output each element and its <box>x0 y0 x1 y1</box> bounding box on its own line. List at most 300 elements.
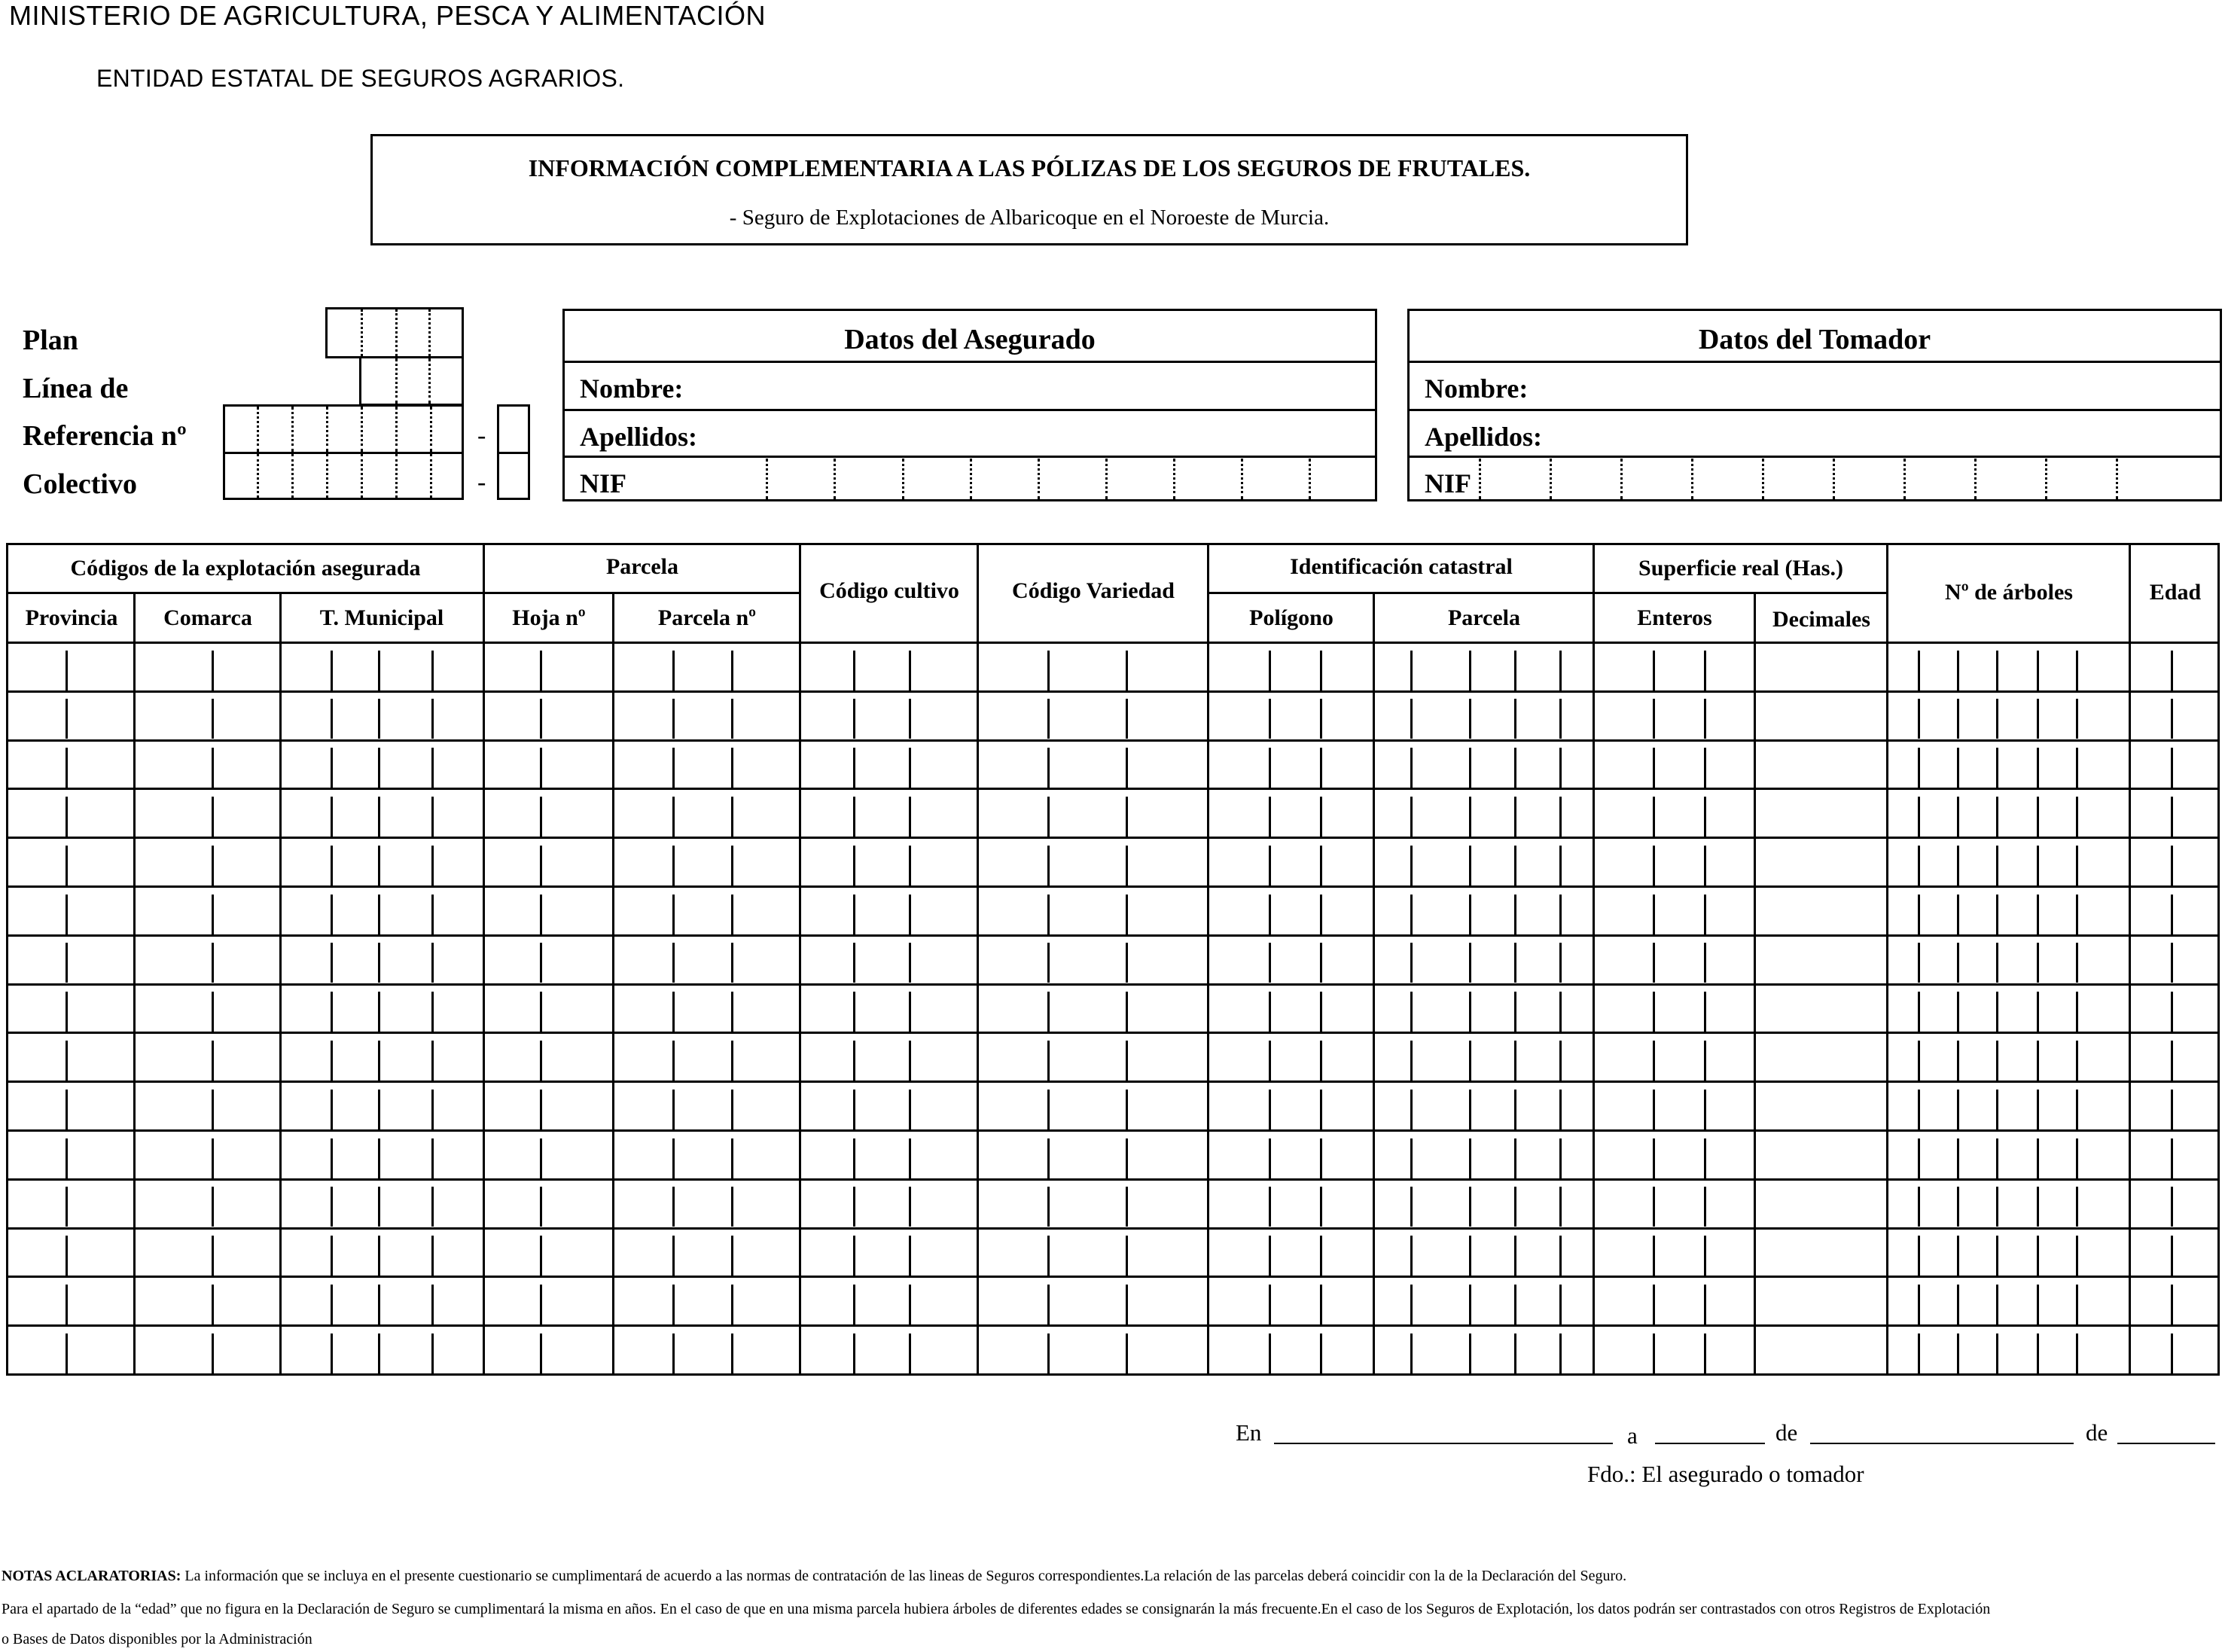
header-divider <box>1209 592 1594 594</box>
digit-tick <box>540 1187 542 1227</box>
notes-text-1: La información que se incluya en el presente cuestionario se cumplimentará de acuerdo a las normas de contratación de las lineas de Seguros correspondientes.La relación de las parcelas deberá coincidir con la de la Declaración del Seguro. <box>184 1568 1627 1584</box>
digit-tick <box>1269 1236 1271 1276</box>
th-codigo-cultivo: Código cultivo <box>819 578 959 603</box>
digit-tick <box>853 1090 855 1129</box>
digit-tick <box>1559 1041 1562 1081</box>
tomador-apellidos-label: Apellidos: <box>1425 422 1543 452</box>
signature-caption: Fdo.: El asegurado o tomador <box>1587 1461 1864 1487</box>
digit-tick <box>431 1138 434 1178</box>
digit-tick <box>1514 1187 1516 1227</box>
digit-tick <box>66 748 68 788</box>
digit-tick <box>66 1236 68 1276</box>
digit-tick <box>2171 797 2173 837</box>
digit-tick <box>2037 1138 2039 1178</box>
digit-tick <box>1514 1236 1516 1276</box>
digit-tick <box>909 651 911 690</box>
digit-tick <box>1469 846 1471 885</box>
digit-tick <box>1410 1187 1413 1227</box>
digit-tick <box>1996 1236 1998 1276</box>
digit-tick <box>431 1187 434 1227</box>
digit-tick <box>1918 748 1920 788</box>
digit-tick <box>1269 1187 1271 1227</box>
digit-tick <box>2037 651 2039 690</box>
colectivo-input[interactable] <box>223 452 464 500</box>
digit-tick <box>1996 651 1998 690</box>
digit-tick <box>2171 992 2173 1032</box>
digit-tick <box>2037 1090 2039 1129</box>
digit-tick <box>2171 846 2173 885</box>
place-line[interactable] <box>1274 1443 1613 1444</box>
digit-tick <box>378 895 380 934</box>
digit-tick <box>540 1090 542 1129</box>
digit-tick <box>1957 992 1959 1032</box>
digit-tick <box>2037 943 2039 983</box>
digit-tick <box>1704 1041 1706 1081</box>
digit-tick <box>1704 651 1706 690</box>
digit-tick <box>1559 1285 1562 1324</box>
column-divider <box>483 545 485 1373</box>
digit-tick <box>1320 651 1322 690</box>
digit-tick <box>378 748 380 788</box>
digit-tick <box>1126 1236 1128 1276</box>
digit-tick <box>1469 699 1471 739</box>
digit-tick <box>331 1236 333 1276</box>
digit-tick <box>2171 1187 2173 1227</box>
digit-tick <box>331 1333 333 1373</box>
digit-tick <box>378 1041 380 1081</box>
digit-tick <box>540 943 542 983</box>
digit-tick <box>66 1187 68 1227</box>
digit-tick <box>1469 1138 1471 1178</box>
digit-tick <box>378 943 380 983</box>
digit-tick <box>2037 699 2039 739</box>
digit-tick <box>1047 1090 1050 1129</box>
digit-tick <box>1918 1236 1920 1276</box>
digit-tick <box>909 895 911 934</box>
digit-tick <box>1126 943 1128 983</box>
digit-tick <box>1704 1285 1706 1324</box>
digit-tick <box>1996 1187 1998 1227</box>
asegurado-title: Datos del Asegurado <box>844 324 1096 355</box>
digit-tick <box>331 1090 333 1129</box>
notes-line-1 <box>2 1568 1626 1585</box>
digit-tick <box>731 748 733 788</box>
digit-tick <box>1410 1138 1413 1178</box>
digit-tick <box>540 1333 542 1373</box>
digit-tick <box>1320 846 1322 885</box>
month-line[interactable] <box>1810 1443 2074 1444</box>
digit-tick <box>1996 895 1998 934</box>
digit-tick <box>1653 748 1655 788</box>
tomador-box <box>1407 309 2222 501</box>
digit-tick <box>909 846 911 885</box>
digit-tick <box>331 1041 333 1081</box>
digit-tick <box>431 1041 434 1081</box>
digit-tick <box>2171 1236 2173 1276</box>
digit-tick <box>1126 1187 1128 1227</box>
th-provincia: Provincia <box>25 605 118 630</box>
digit-tick <box>672 1236 675 1276</box>
digit-tick <box>672 1187 675 1227</box>
referencia-label: Referencia nº <box>23 420 187 452</box>
digit-tick <box>431 1285 434 1324</box>
digit-tick <box>1410 1285 1413 1324</box>
digit-tick <box>1410 992 1413 1032</box>
colectivo-separator: - <box>477 468 486 496</box>
digit-tick <box>540 846 542 885</box>
th-identificacion-catastral: Identificación catastral <box>1290 554 1513 579</box>
digit-tick <box>1269 895 1271 934</box>
digit-tick <box>540 1236 542 1276</box>
digit-tick <box>1559 1138 1562 1178</box>
referencia-input[interactable] <box>223 404 464 454</box>
digit-tick <box>1653 1333 1655 1373</box>
digit-tick <box>1047 1138 1050 1178</box>
digit-tick <box>378 846 380 885</box>
digit-tick <box>2076 748 2078 788</box>
digit-tick <box>1957 651 1959 690</box>
digit-tick <box>909 1236 911 1276</box>
digit-tick <box>1559 895 1562 934</box>
digit-tick <box>1269 943 1271 983</box>
digit-tick <box>540 1138 542 1178</box>
digit-tick <box>1559 1236 1562 1276</box>
digit-tick <box>66 943 68 983</box>
digit-tick <box>2171 1041 2173 1081</box>
digit-tick <box>540 1285 542 1324</box>
digit-tick <box>1653 1285 1655 1324</box>
digit-tick <box>853 895 855 934</box>
colectivo-control-digit[interactable] <box>497 452 530 500</box>
digit-tick <box>1410 651 1413 690</box>
th-comarca: Comarca <box>163 605 252 630</box>
digit-tick <box>1410 943 1413 983</box>
digit-tick <box>2037 1236 2039 1276</box>
form-title: INFORMACIÓN COMPLEMENTARIA A LAS PÓLIZAS DE LOS SEGUROS DE FRUTALES. <box>528 154 1531 181</box>
digit-tick <box>1957 895 1959 934</box>
subcolumn-divider <box>133 592 136 1373</box>
digit-tick <box>2171 1333 2173 1373</box>
digit-tick <box>1514 1285 1516 1324</box>
digit-tick <box>1957 846 1959 885</box>
digit-tick <box>2076 1285 2078 1324</box>
digit-tick <box>1653 1236 1655 1276</box>
digit-tick <box>1269 1285 1271 1324</box>
digit-tick <box>1047 943 1050 983</box>
digit-tick <box>731 895 733 934</box>
digit-tick <box>853 748 855 788</box>
th-t-municipal: T. Municipal <box>319 605 444 630</box>
header-divider <box>8 592 484 594</box>
digit-tick <box>1918 895 1920 934</box>
digit-tick <box>378 699 380 739</box>
digit-tick <box>331 748 333 788</box>
digit-tick <box>378 1236 380 1276</box>
column-divider <box>2129 545 2131 1373</box>
digit-tick <box>1047 651 1050 690</box>
digit-tick <box>1704 1090 1706 1129</box>
th-codigos-explotacion: Códigos de la explotación asegurada <box>70 556 421 581</box>
digit-tick <box>731 992 733 1032</box>
column-divider <box>1886 545 1888 1373</box>
digit-tick <box>212 1041 214 1081</box>
linea-input[interactable] <box>359 356 464 406</box>
digit-tick <box>1126 1333 1128 1373</box>
digit-tick <box>1469 651 1471 690</box>
digit-tick <box>2076 992 2078 1032</box>
digit-tick <box>431 895 434 934</box>
digit-tick <box>1514 797 1516 837</box>
digit-tick <box>731 1236 733 1276</box>
digit-tick <box>1996 992 1998 1032</box>
digit-tick <box>672 1138 675 1178</box>
digit-tick <box>2037 1333 2039 1373</box>
digit-tick <box>1996 1333 1998 1373</box>
digit-tick <box>1918 651 1920 690</box>
digit-tick <box>672 699 675 739</box>
digit-tick <box>853 1285 855 1324</box>
digit-tick <box>1469 1285 1471 1324</box>
digit-tick <box>1514 846 1516 885</box>
digit-tick <box>853 943 855 983</box>
digit-tick <box>1957 1187 1959 1227</box>
digit-tick <box>672 1041 675 1081</box>
digit-tick <box>1320 1236 1322 1276</box>
digit-tick <box>1559 992 1562 1032</box>
digit-tick <box>1918 1333 1920 1373</box>
digit-tick <box>2171 1285 2173 1324</box>
digit-tick <box>909 1285 911 1324</box>
digit-tick <box>853 1041 855 1081</box>
digit-tick <box>672 1285 675 1324</box>
digit-tick <box>212 992 214 1032</box>
digit-tick <box>731 846 733 885</box>
digit-tick <box>731 1090 733 1129</box>
th-edad: Edad <box>2149 580 2202 605</box>
th-hoja: Hoja nº <box>512 605 586 630</box>
parcel-table <box>6 543 2220 1376</box>
digit-tick <box>672 797 675 837</box>
digit-tick <box>1047 699 1050 739</box>
digit-tick <box>540 797 542 837</box>
notes-line-2: Para el apartado de la “edad” que no figura en la Declaración de Seguro se cumplimentará la misma en años. En el caso de que en una misma parcela hubiera árboles de diferentes edades se consignarán la más frecuente.En el caso de los Seguros de Explotación, los datos podrán ser contrastados con otros Registros de Explotación <box>2 1601 1991 1617</box>
digit-tick <box>909 1187 911 1227</box>
th-parcela-catastral: Parcela <box>1447 605 1521 630</box>
digit-tick <box>1126 1285 1128 1324</box>
digit-tick <box>731 1333 733 1373</box>
digit-tick <box>1126 895 1128 934</box>
digit-tick <box>1469 748 1471 788</box>
digit-tick <box>1126 748 1128 788</box>
subcolumn-divider <box>612 592 614 1373</box>
digit-tick <box>1410 895 1413 934</box>
digit-tick <box>1126 797 1128 837</box>
digit-tick <box>1653 1187 1655 1227</box>
digit-tick <box>731 1187 733 1227</box>
digit-tick <box>212 699 214 739</box>
digit-tick <box>1559 1090 1562 1129</box>
digit-tick <box>1126 651 1128 690</box>
header-divider <box>1594 592 1888 594</box>
subcolumn-divider <box>1373 592 1375 1373</box>
plan-input[interactable] <box>325 307 464 358</box>
digit-tick <box>331 943 333 983</box>
digit-tick <box>1918 1187 1920 1227</box>
digit-tick <box>853 1138 855 1178</box>
digit-tick <box>1559 1187 1562 1227</box>
digit-tick <box>66 651 68 690</box>
digit-tick <box>331 895 333 934</box>
digit-tick <box>1559 699 1562 739</box>
digit-tick <box>1957 748 1959 788</box>
digit-tick <box>853 699 855 739</box>
digit-tick <box>1653 1041 1655 1081</box>
digit-tick <box>540 651 542 690</box>
tomador-nombre-label: Nombre: <box>1425 373 1529 404</box>
digit-tick <box>1047 1236 1050 1276</box>
digit-tick <box>1410 1041 1413 1081</box>
digit-tick <box>1126 1138 1128 1178</box>
digit-tick <box>909 992 911 1032</box>
day-line[interactable] <box>1655 1443 1765 1444</box>
digit-tick <box>1996 1138 1998 1178</box>
digit-tick <box>212 1285 214 1324</box>
digit-tick <box>1957 1236 1959 1276</box>
digit-tick <box>1996 846 1998 885</box>
digit-tick <box>2076 1333 2078 1373</box>
digit-tick <box>1996 699 1998 739</box>
digit-tick <box>2037 748 2039 788</box>
digit-tick <box>1126 992 1128 1032</box>
digit-tick <box>1047 895 1050 934</box>
digit-tick <box>431 797 434 837</box>
digit-tick <box>1653 699 1655 739</box>
asegurado-nombre-label: Nombre: <box>580 373 684 404</box>
form-subtitle: - Seguro de Explotaciones de Albaricoque en el Noroeste de Murcia. <box>729 206 1330 230</box>
digit-tick <box>2037 846 2039 885</box>
digit-tick <box>1320 797 1322 837</box>
digit-tick <box>1996 1285 1998 1324</box>
subcolumn-divider <box>279 592 282 1373</box>
digit-tick <box>2037 797 2039 837</box>
digit-tick <box>2171 651 2173 690</box>
digit-tick <box>1653 1090 1655 1129</box>
digit-tick <box>1514 748 1516 788</box>
place-label: En <box>1236 1419 1262 1446</box>
year-line[interactable] <box>2117 1443 2215 1444</box>
digit-tick <box>2076 797 2078 837</box>
digit-tick <box>2037 1187 2039 1227</box>
column-divider <box>799 545 801 1373</box>
digit-tick <box>66 992 68 1032</box>
digit-tick <box>731 943 733 983</box>
digit-tick <box>1269 1333 1271 1373</box>
digit-tick <box>1957 1041 1959 1081</box>
digit-tick <box>1047 1333 1050 1373</box>
digit-tick <box>731 651 733 690</box>
form-title-box <box>370 134 1688 245</box>
digit-tick <box>1320 1285 1322 1324</box>
digit-tick <box>1918 943 1920 983</box>
ministry-heading: MINISTERIO DE AGRICULTURA, PESCA Y ALIMENTACIÓN <box>9 0 767 31</box>
digit-tick <box>1918 846 1920 885</box>
digit-tick <box>731 1138 733 1178</box>
digit-tick <box>331 846 333 885</box>
digit-tick <box>853 846 855 885</box>
digit-tick <box>909 943 911 983</box>
digit-tick <box>1514 1090 1516 1129</box>
digit-tick <box>378 651 380 690</box>
digit-tick <box>1269 1090 1271 1129</box>
digit-tick <box>431 699 434 739</box>
digit-tick <box>2076 943 2078 983</box>
digit-tick <box>2076 1041 2078 1081</box>
digit-tick <box>1996 797 1998 837</box>
digit-tick <box>1704 992 1706 1032</box>
digit-tick <box>1126 1090 1128 1129</box>
digit-tick <box>1918 992 1920 1032</box>
digit-tick <box>212 651 214 690</box>
digit-tick <box>672 895 675 934</box>
digit-tick <box>1996 1041 1998 1081</box>
digit-tick <box>1469 1090 1471 1129</box>
digit-tick <box>66 797 68 837</box>
referencia-separator: - <box>477 422 486 450</box>
digit-tick <box>1514 1333 1516 1373</box>
digit-tick <box>1514 1138 1516 1178</box>
digit-tick <box>1957 797 1959 837</box>
digit-tick <box>909 1090 911 1129</box>
digit-tick <box>1320 895 1322 934</box>
digit-tick <box>1704 895 1706 934</box>
digit-tick <box>378 1333 380 1373</box>
digit-tick <box>1957 699 1959 739</box>
column-divider <box>977 545 979 1373</box>
digit-tick <box>1410 1333 1413 1373</box>
th-codigo-variedad: Código Variedad <box>1012 578 1175 603</box>
digit-tick <box>431 1090 434 1129</box>
digit-tick <box>212 943 214 983</box>
th-decimales: Decimales <box>1772 607 1870 632</box>
digit-tick <box>1320 992 1322 1032</box>
digit-tick <box>212 895 214 934</box>
digit-tick <box>1047 1187 1050 1227</box>
digit-tick <box>2076 1187 2078 1227</box>
digit-tick <box>1320 1187 1322 1227</box>
digit-tick <box>1996 748 1998 788</box>
digit-tick <box>853 651 855 690</box>
digit-tick <box>2076 1090 2078 1129</box>
digit-tick <box>1126 846 1128 885</box>
digit-tick <box>1996 943 1998 983</box>
digit-tick <box>2076 699 2078 739</box>
digit-tick <box>331 651 333 690</box>
digit-tick <box>731 1041 733 1081</box>
digit-tick <box>540 992 542 1032</box>
digit-tick <box>1704 1333 1706 1373</box>
digit-tick <box>1269 651 1271 690</box>
digit-tick <box>2076 895 2078 934</box>
digit-tick <box>1653 992 1655 1032</box>
digit-tick <box>1653 1138 1655 1178</box>
digit-tick <box>672 992 675 1032</box>
digit-tick <box>1996 1090 1998 1129</box>
digit-tick <box>1918 1285 1920 1324</box>
referencia-control-digit[interactable] <box>497 404 530 454</box>
digit-tick <box>1410 797 1413 837</box>
th-parcela-group: Parcela <box>605 554 679 579</box>
digit-tick <box>1469 1236 1471 1276</box>
